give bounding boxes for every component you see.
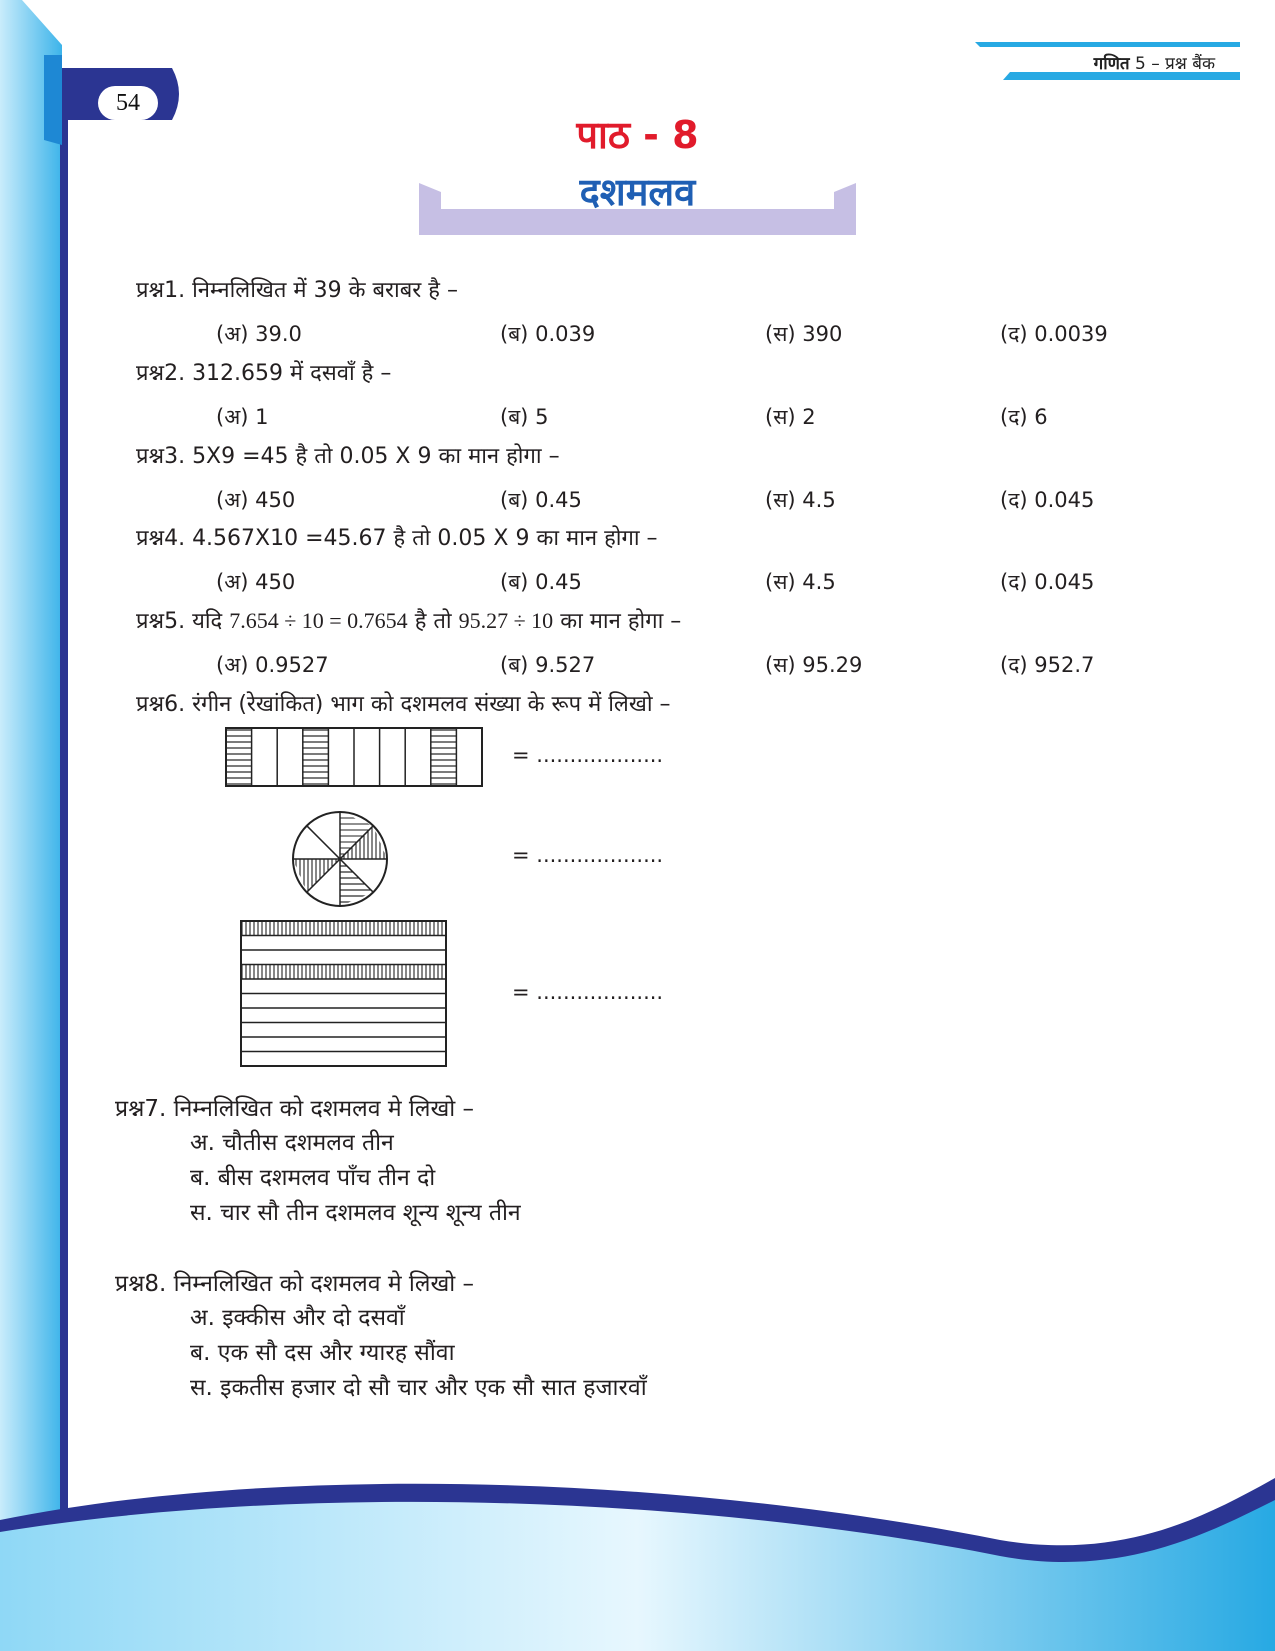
option: (स) 390 (765, 322, 843, 346)
question-7 (115, 1091, 474, 1123)
header-bar-top (975, 42, 1240, 47)
sub-item: अ. इक्कीस और दो दसवाँ (190, 1305, 405, 1331)
shaded-row (241, 921, 446, 936)
shaded-row (241, 965, 446, 980)
page-number: 54 (98, 86, 158, 120)
option: (ब) 9.527 (500, 653, 596, 677)
question-number: प्रश्न8. (115, 1271, 167, 1297)
option: (अ) 39.0 (216, 322, 302, 346)
option: (ब) 5 (500, 405, 549, 429)
question-text: निम्नलिखित को दशमलव मे लिखो – (173, 1271, 475, 1297)
option: (अ) 1 (216, 405, 269, 429)
sub-item: अ. चौतीस दशमलव तीन (190, 1130, 394, 1156)
question-number: प्रश्न3. (136, 444, 186, 469)
option: (अ) 450 (216, 488, 296, 512)
question-1 (136, 274, 458, 304)
question-text: 5X9 =45 है तो 0.05 X 9 का मान होगा – (192, 444, 560, 469)
question-4 (136, 522, 658, 552)
shaded-part (226, 728, 252, 786)
option: (द) 952.7 (1000, 653, 1095, 677)
sub-item: स. इकतीस हजार दो सौ चार और एक सौ सात हजारवाँ (190, 1375, 647, 1401)
question-text: 4.567X10 =45.67 है तो 0.05 X 9 का मान होगा – (192, 526, 658, 551)
option: (ब) 0.45 (500, 570, 582, 594)
option: (द) 0.045 (1000, 488, 1095, 512)
question-number: प्रश्न5. (136, 609, 186, 634)
option: (अ) 450 (216, 570, 296, 594)
bottom-wave (0, 1500, 1275, 1651)
question-5: प्रश्न5. यदि 7.654 ÷ 10 = 0.7654 है तो 95.27 ÷ 10 का मान होगा – (136, 608, 682, 634)
answer-blank: = ................... (512, 743, 664, 767)
option: (स) 4.5 (765, 570, 836, 594)
option: (द) 0.045 (1000, 570, 1095, 594)
option: (ब) 0.45 (500, 488, 582, 512)
option: (स) 2 (765, 405, 816, 429)
question-text: निम्नलिखित को दशमलव मे लिखो – (173, 1096, 475, 1122)
header-title (1094, 51, 1215, 74)
left-border-line (60, 70, 68, 1630)
formula: 7.654 ÷ 10 = 0.7654 (229, 608, 408, 633)
chapter-title: दशमलव (579, 170, 696, 214)
header-rest: 5 – प्रश्न बैंक (1135, 54, 1215, 74)
option: (द) 0.0039 (1000, 322, 1108, 346)
header-subject: गणित (1093, 54, 1130, 74)
option: (स) 95.29 (765, 653, 863, 677)
question-number: प्रश्न4. (136, 526, 186, 551)
lesson-title: पाठ - 8 (576, 113, 699, 157)
question-2 (136, 357, 391, 387)
answer-blank: = ................... (512, 980, 664, 1004)
question-6 (136, 688, 671, 718)
grid-figure (240, 920, 450, 1068)
option: (ब) 0.039 (500, 322, 596, 346)
shaded-part (303, 728, 329, 786)
answer-blank: = ................... (512, 843, 664, 867)
strip-figure (225, 727, 485, 789)
question-text: 312.659 में दसवाँ है – (192, 361, 392, 386)
question-3 (136, 440, 560, 470)
question-number: प्रश्न1. (136, 278, 186, 303)
question-number: प्रश्न2. (136, 361, 186, 386)
question-text: रंगीन (रेखांकित) भाग को दशमलव संख्या के रूप में लिखो – (192, 692, 671, 717)
question-text: निम्नलिखित में 39 के बराबर है – (192, 278, 458, 303)
shaded-part (431, 728, 457, 786)
question-number: प्रश्न7. (115, 1096, 167, 1122)
circle-figure (290, 809, 390, 909)
option: (द) 6 (1000, 405, 1048, 429)
question-number: प्रश्न6. (136, 692, 186, 717)
sub-item: ब. बीस दशमलव पाँच तीन दो (190, 1165, 436, 1191)
formula: 95.27 ÷ 10 (458, 608, 554, 633)
question-8 (115, 1266, 474, 1298)
option: (अ) 0.9527 (216, 653, 329, 677)
sub-item: ब. एक सौ दस और ग्यारह सौंवा (190, 1340, 455, 1366)
option: (स) 4.5 (765, 488, 836, 512)
left-band (0, 0, 62, 1651)
sub-item: स. चार सौ तीन दशमलव शून्य शून्य तीन (190, 1200, 521, 1226)
